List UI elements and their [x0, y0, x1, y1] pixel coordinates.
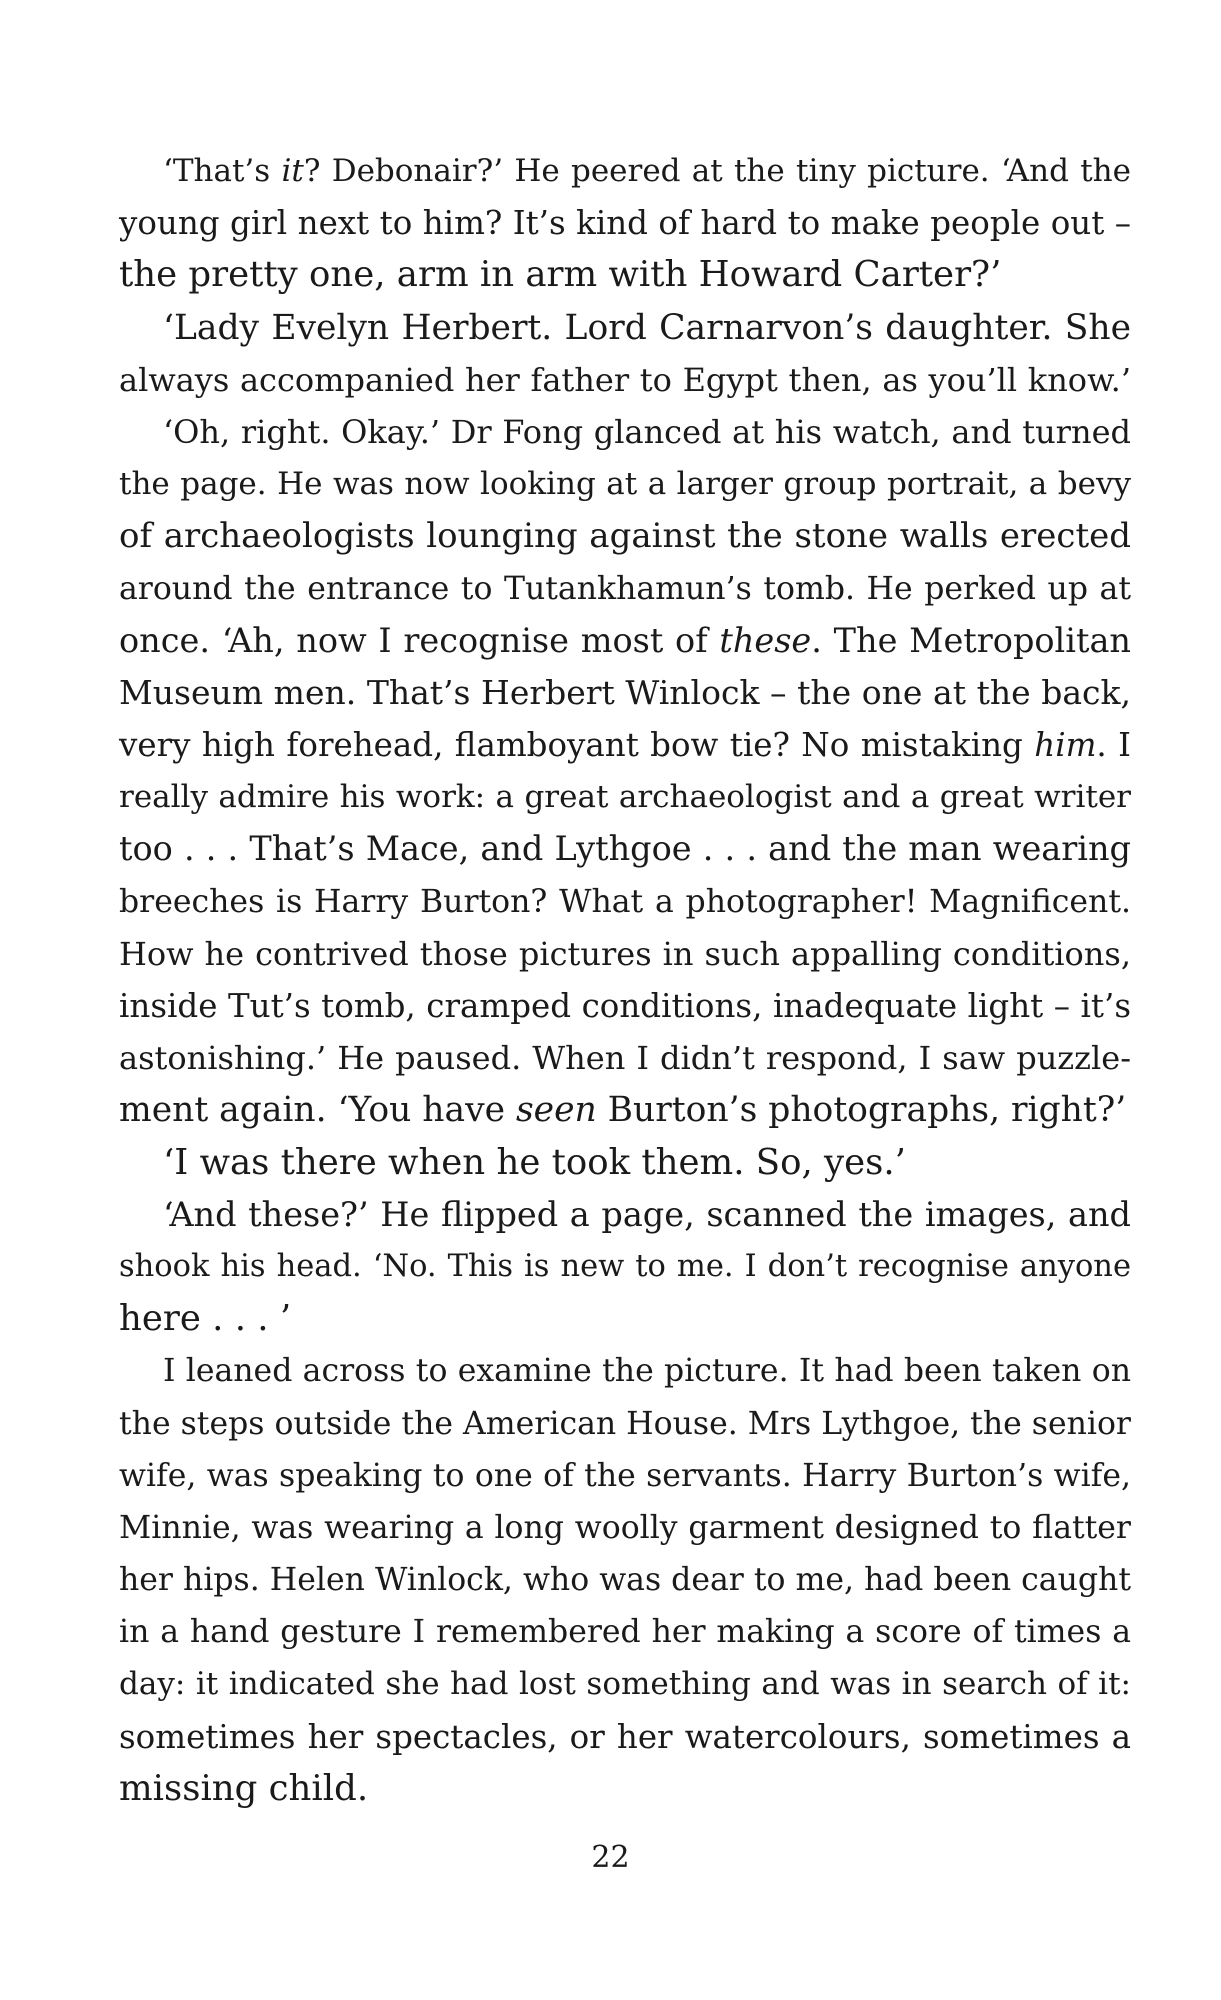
- text-segment: I leaned across to examine the picture. It had been taken on: [163, 1353, 1131, 1390]
- text-segment: really admire his work: a great archaeologist and a great writer: [119, 779, 1131, 816]
- italic-text: it: [281, 153, 304, 189]
- text-line: [119, 563, 1131, 615]
- text-line: [119, 1084, 1131, 1136]
- text-line: [119, 1241, 1131, 1293]
- text-segment: around the entrance to Tutankhamun’s tomb. He perked up at: [119, 570, 1131, 607]
- text-segment: here . . . ’: [119, 1298, 292, 1340]
- text-segment: in a hand gesture I remembered her making a score of times a: [119, 1614, 1131, 1651]
- text-line: [119, 980, 1131, 1032]
- text-segment: ‘And these?’ He flipped a page, scanned the images, and: [163, 1194, 1131, 1234]
- text-segment: always accompanied her father to Egypt then, as you’ll know.’: [119, 360, 1131, 399]
- text-segment: once. ‘Ah, now I recognise most of: [119, 620, 720, 660]
- text-line: [119, 771, 1131, 823]
- text-line: [119, 1032, 1131, 1084]
- text-segment: ‘That’s: [163, 153, 282, 189]
- text-line: [119, 1345, 1131, 1397]
- text-line: [119, 928, 1131, 980]
- text-line: [119, 1606, 1131, 1658]
- text-line: [119, 354, 1131, 406]
- text-line: [119, 197, 1131, 249]
- text-line: [119, 1450, 1131, 1502]
- text-segment: missing child.: [119, 1767, 369, 1809]
- text-line: [119, 1502, 1131, 1554]
- text-segment: too . . . That’s Mace, and Lythgoe . . . and the man wearing: [119, 829, 1131, 869]
- italic-text: him: [1034, 726, 1097, 765]
- text-segment: How he contrived those pictures in such appalling conditions,: [119, 934, 1131, 973]
- text-line: [119, 1763, 1131, 1815]
- text-segment: . The Metropolitan: [811, 620, 1131, 660]
- text-line: [119, 145, 1131, 197]
- text-segment: ? Debonair?’ He peered at the tiny picture. ‘And the: [303, 153, 1131, 189]
- italic-text: seen: [515, 1090, 597, 1131]
- text-segment: ‘Lady Evelyn Herbert. Lord Carnarvon’s daughter. She: [163, 307, 1131, 348]
- text-line: [119, 249, 1131, 301]
- text-segment: . I: [1096, 726, 1131, 765]
- text-segment: ‘Oh, right. Okay.’ Dr Fong glanced at his watch, and turned: [163, 412, 1131, 451]
- text-segment: astonishing.’ He paused. When I didn’t respond, I saw puzzle-: [119, 1039, 1131, 1078]
- page-number: 22: [591, 1840, 630, 1875]
- text-segment: young girl next to him? It’s kind of hard to make people out –: [119, 204, 1131, 243]
- text-line: [119, 1554, 1131, 1606]
- text-line: [119, 406, 1131, 458]
- text-line: [119, 302, 1131, 354]
- text-line: [119, 1398, 1131, 1450]
- text-line: [119, 719, 1131, 771]
- text-line: [119, 458, 1131, 510]
- text-segment: the page. He was now looking at a larger group portrait, a bevy: [119, 466, 1131, 503]
- text-line: [119, 1711, 1131, 1763]
- text-segment: Museum men. That’s Herbert Winlock – the one at the back,: [119, 672, 1131, 712]
- text-line: [119, 1293, 1131, 1345]
- text-line: [119, 1189, 1131, 1241]
- text-segment: inside Tut’s tomb, cramped conditions, inadequate light – it’s: [119, 987, 1131, 1025]
- text-segment: Minnie, was wearing a long woolly garment designed to flatter: [119, 1509, 1131, 1546]
- text-segment: shook his head. ‘No. This is new to me. I don’t recognise anyone: [119, 1248, 1131, 1284]
- text-line: [119, 823, 1131, 875]
- text-line: [119, 510, 1131, 562]
- text-segment: the steps outside the American House. Mrs Lythgoe, the senior: [119, 1405, 1131, 1442]
- text-segment: breeches is Harry Burton? What a photographer! Magnificent.: [119, 883, 1131, 920]
- text-line: [119, 1137, 1131, 1189]
- text-segment: very high forehead, flamboyant bow tie? No mistaking: [119, 726, 1035, 765]
- text-segment: of archaeologists lounging against the stone walls erected: [119, 516, 1131, 557]
- text-segment: ment again. ‘You have: [119, 1090, 516, 1131]
- text-line: [119, 667, 1131, 719]
- text-segment: her hips. Helen Winlock, who was dear to me, had been caught: [119, 1562, 1131, 1599]
- text-segment: ‘I was there when he took them. So, yes.’: [163, 1141, 906, 1183]
- text-line: [119, 615, 1131, 667]
- body-text: [119, 145, 1131, 1815]
- text-segment: sometimes her spectacles, or her watercolours, sometimes a: [119, 1717, 1131, 1756]
- text-line: [119, 1658, 1131, 1710]
- italic-text: these: [719, 620, 812, 660]
- text-segment: wife, was speaking to one of the servants. Harry Burton’s wife,: [119, 1457, 1131, 1494]
- text-line: [119, 876, 1131, 928]
- text-segment: Burton’s photographs, right?’: [596, 1090, 1127, 1131]
- text-segment: the pretty one, arm in arm with Howard Carter?’: [119, 254, 1002, 296]
- text-segment: day: it indicated she had lost something and was in search of it:: [119, 1666, 1131, 1703]
